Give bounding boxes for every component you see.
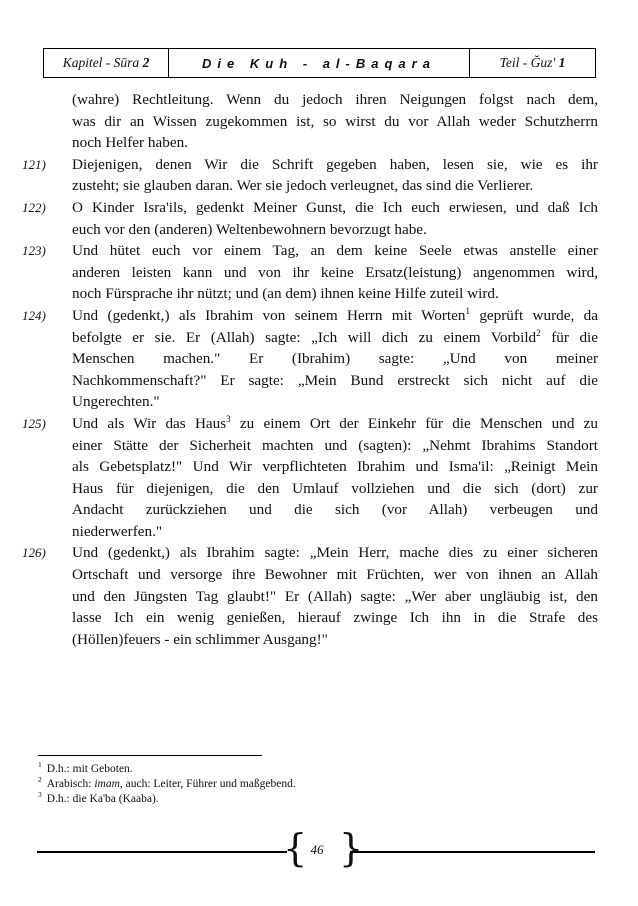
verse-number: 123)	[22, 243, 46, 259]
text-segment: Und als Wir das Haus	[72, 414, 227, 432]
text-line: lasse Ich ein wenig genießen, hierauf zwinge Ich ihn in die Strafe des	[72, 609, 598, 627]
left-brace-icon: {	[283, 826, 308, 870]
text-segment: zu einem Ort der Einkehr für die Menschen und zu	[230, 414, 598, 432]
header-part-number: 1	[558, 55, 566, 70]
footnotes	[38, 762, 296, 808]
text-line: (Höllen)feuers - ein schlimmer Ausgang!"	[72, 630, 328, 648]
verse-number: 124)	[22, 307, 46, 323]
verse-123	[22, 240, 598, 305]
footer-rule-right	[350, 851, 595, 853]
text-line: O Kinder Isra'ils, gedenkt Meiner Gunst, die Ich euch erwiesen, und daß Ich	[72, 198, 598, 216]
footnote-text: D.h.: die Ka'ba (Kaaba).	[46, 793, 159, 806]
text-line	[72, 327, 598, 349]
text-line: Ortschaft und versorge ihre Bewohner mit Früchten, wer von ihnen an Allah	[72, 566, 598, 584]
text-line: zusteht; sie glauben daran. Wer sie jedoch verleugnet, das sind die Verlierer.	[72, 177, 534, 195]
footnote-ref: 2	[536, 327, 541, 338]
text-line: Ungerechten."	[72, 393, 160, 411]
header-chapter	[44, 49, 169, 77]
text-line: Und (gedenkt,) als Ibrahim sagte: „Mein Herr, mache dies zu einer sicheren	[72, 544, 598, 562]
text-segment: Und (gedenkt,) als Ibrahim von seinem Herrn mit Worten	[72, 306, 466, 324]
verse-text	[22, 89, 598, 650]
page-footer	[37, 826, 595, 870]
text-line: einer Stätte der Sicherheit machten und (sagten): „Nehmt Ibrahims Standort	[72, 436, 598, 454]
verse-121	[22, 154, 598, 197]
verse-number: 126)	[22, 545, 46, 561]
text-line: Haus für diejenigen, die den Umlauf vollziehen und die sich (dort) zur	[72, 479, 598, 497]
text-line: Und hütet euch vor einem Tag, an dem keine Seele etwas anstelle einer	[72, 242, 598, 260]
text-segment: befolgte er sie. Er (Allah) sagte: „Ich will dich zu einem Vorbild	[72, 328, 537, 346]
footnote-mark: 3	[38, 790, 42, 800]
header-chapter-number: 2	[142, 55, 150, 70]
verse-number: 125)	[22, 415, 46, 431]
footnote-ref: 1	[465, 305, 470, 316]
verse-125	[22, 413, 598, 543]
header-part-label: Teil - Ğuz'	[499, 55, 556, 70]
footnote-1	[38, 762, 296, 777]
footnote-text-segment: , auch: Leiter, Führer und maßgebend.	[119, 778, 296, 791]
text-line: Menschen machen." Er (Ibrahim) sagte: „Und von meiner	[72, 350, 598, 368]
footnote-2	[38, 777, 296, 792]
text-line: anderen leisten kann und von ihr keine Ersatz(leistung) angenommen wird,	[72, 263, 598, 281]
text-line: was dir an Wissen zugekommen ist, so wirst du vor Allah weder Schutzherrn	[72, 112, 598, 130]
verse-126	[22, 542, 598, 650]
verse-number: 122)	[22, 199, 46, 215]
header-part	[470, 49, 595, 77]
text-line	[72, 413, 598, 435]
text-segment: geprüft wurde, da	[469, 306, 598, 324]
footnote-3	[38, 792, 296, 807]
verse-124	[22, 305, 598, 413]
text-line	[72, 305, 598, 327]
text-line: (wahre) Rechtleitung. Wenn du jedoch ihren Neigungen folgst nach dem,	[72, 91, 598, 108]
footnote-mark: 2	[38, 775, 42, 785]
footnote-text	[47, 778, 296, 790]
footnote-ref: 3	[226, 413, 231, 424]
text-line: noch Helfer haben.	[72, 134, 188, 152]
text-line: und den Jüngsten Tag glaubt!" Er (Allah) sagte: „Wer aber ungläubig ist, den	[72, 587, 598, 605]
footnote-term: imam	[94, 778, 120, 791]
text-line: Andacht zurückziehen und die sich (vor Allah) verbeugen und	[72, 501, 598, 519]
verse-122	[22, 197, 598, 240]
verse-number: 121)	[22, 156, 46, 172]
text-line: noch Fürsprache ihr nützt; und (an dem) ihnen keine Hilfe zuteil wird.	[72, 285, 499, 303]
text-line: niederwerfen."	[72, 522, 163, 540]
text-line: als Gebetsplatz!" Und Wir verpflichteten Ibrahim und Isma'il: „Reinigt Mein	[72, 458, 598, 476]
footnote-divider	[38, 755, 262, 756]
page-number: 46	[310, 842, 324, 857]
footnote-text-segment: Arabisch:	[46, 778, 95, 791]
right-brace-icon: }	[339, 826, 364, 870]
footnote-mark: 1	[38, 760, 42, 770]
verse-continuation	[22, 89, 598, 154]
text-segment: für die	[540, 328, 598, 346]
text-line: euch vor den (anderen) Weltenbewohnern bevorzugt habe.	[72, 220, 427, 238]
footnote-text: D.h.: mit Geboten.	[46, 763, 133, 775]
header-chapter-label: Kapitel - Sūra	[62, 55, 140, 70]
text-line: Diejenigen, denen Wir die Schrift gegeben haben, lesen sie, wie es ihr	[72, 155, 598, 173]
header-title: Die Kuh - al-Baqara	[169, 49, 470, 77]
text-line: Nachkommenschaft?" Er sagte: „Mein Bund erstreckt sich nicht auf die	[72, 371, 598, 389]
page-header	[43, 48, 596, 78]
footer-rule-left	[37, 851, 287, 853]
